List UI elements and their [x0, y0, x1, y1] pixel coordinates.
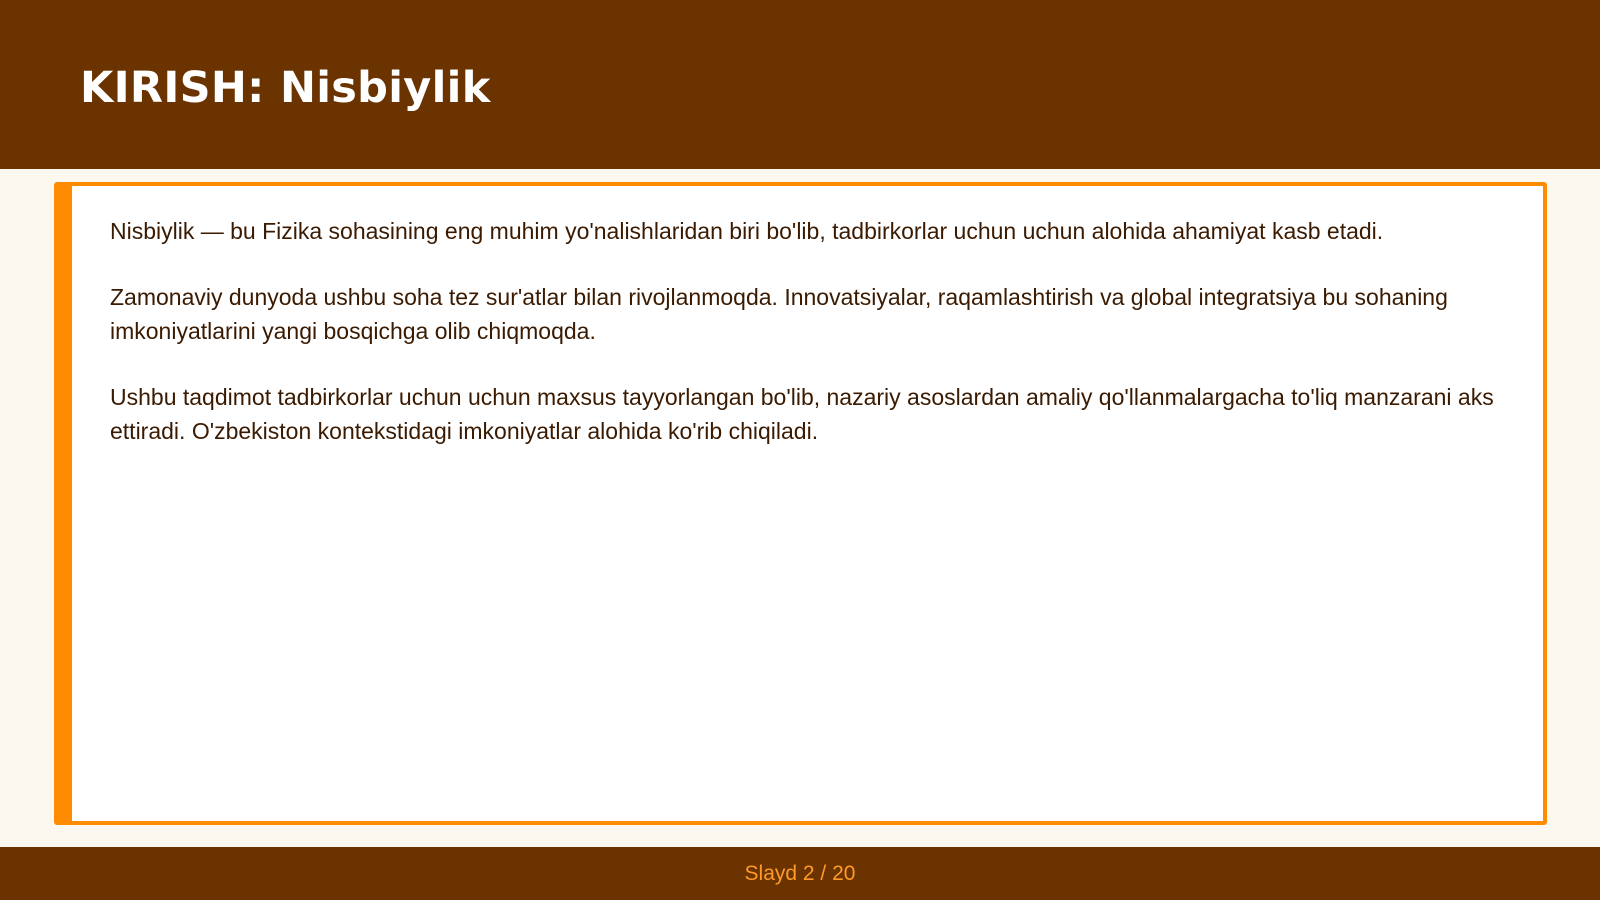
content-paragraph-3: Ushbu taqdimot tadbirkorlar uchun uchun maxsus tayyorlangan bo'lib, nazariy asoslardan amaliy qo'llanmalargacha to'liq manzarani aks ettiradi. O'zbekiston kontekstidagi imkoniyatlar alohida ko'rib chiqiladi. — [110, 384, 1494, 444]
slide-title: KIRISH: Nisbiylik — [80, 63, 491, 113]
slide-counter: Slayd 2 / 20 — [744, 861, 856, 885]
content-panel — [54, 182, 1547, 825]
content-paragraph-2: Zamonaviy dunyoda ushbu soha tez sur'atlar bilan rivojlanmoqda. Innovatsiyalar, raqamlashtirish va global integratsiya bu sohaning imkoniyatlarini yangi bosqichga olib chiqmoqda. — [110, 284, 1448, 344]
content-text — [110, 214, 1510, 480]
slide-footer — [0, 847, 1600, 900]
content-paragraph-1: Nisbiylik — bu Fizika sohasining eng muhim yo'nalishlaridan biri bo'lib, tadbirkorlar uchun uchun alohida ahamiyat kasb etadi. — [110, 218, 1384, 244]
slide-header — [0, 0, 1600, 169]
